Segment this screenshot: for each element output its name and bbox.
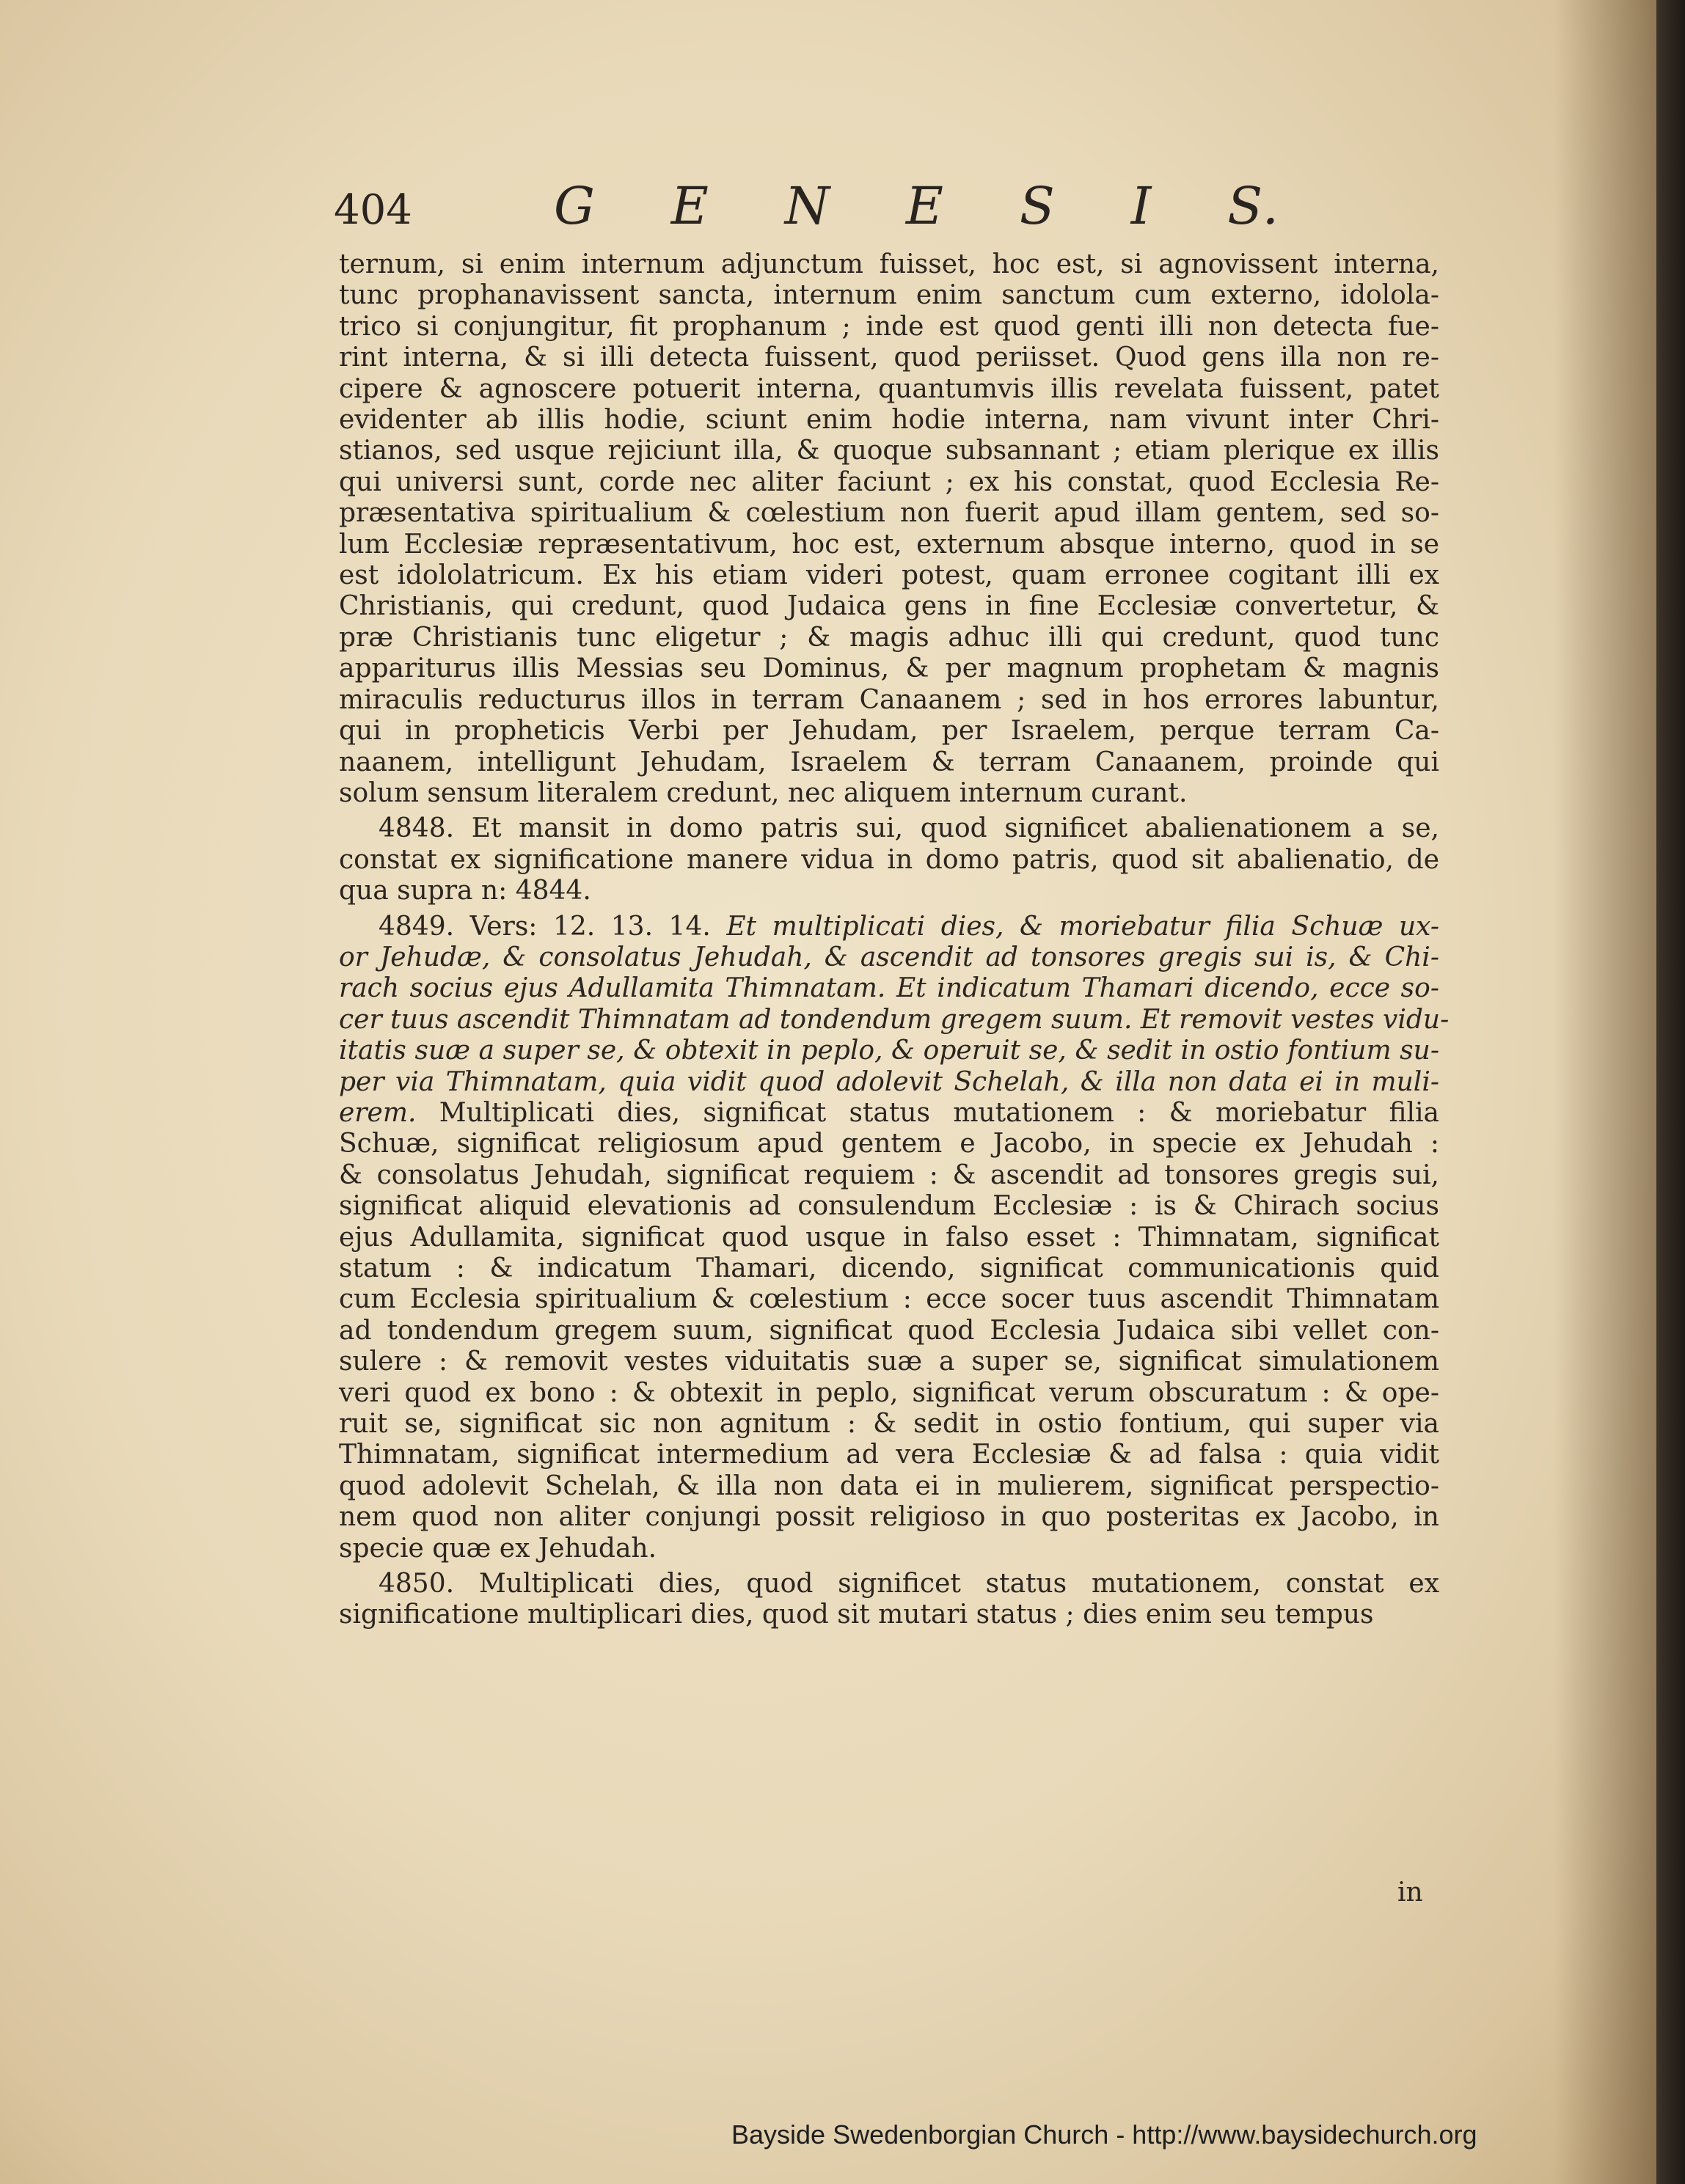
text-line: erem. Multiplicati dies, significat status mutationem : & moriebatur filia: [339, 1097, 1439, 1128]
text-line: ejus Adullamita, significat quod usque in falso esset : Thimnatam, significat: [339, 1222, 1439, 1253]
text-line: cer tuus ascendit Thimnatam ad tondendum gregem suum. Et removit vestes vidu-: [339, 1004, 1450, 1035]
running-head: [334, 176, 1280, 242]
text-line: Thimnatam, significat intermedium ad vera Ecclesiæ & ad falsa : quia vidit: [339, 1440, 1439, 1470]
text-line: præsentativa spiritualium & cœlestium non fuerit apud illam gentem, sed so-: [339, 498, 1439, 529]
paragraph: [339, 249, 1439, 809]
text-line: & consolatus Jehudah, significat requiem : & ascendit ad tonsores gregis sui,: [339, 1159, 1439, 1190]
text-line: 4848. Et mansit in domo patris sui, quod significet abalienationem a se,: [379, 813, 1439, 844]
text-line: lum Ecclesiæ repræsentativum, hoc est, externum absque interno, quod in se: [339, 529, 1439, 560]
text-line: est idololatricum. Ex his etiam videri potest, quam erronee cogitant illi ex: [339, 560, 1439, 591]
paragraph: [339, 911, 1450, 1565]
body-text: [339, 249, 1450, 1631]
text-line: 4849. Vers: 12. 13. 14. Et multiplicati dies, & moriebatur filia Schuæ ux-: [379, 911, 1440, 942]
text-line: evidenter ab illis hodie, sciunt enim hodie interna, nam vivunt inter Chri-: [339, 405, 1439, 436]
text-line: quod adolevit Schelah, & illa non data ei in mulierem, significat perspectio-: [339, 1470, 1439, 1501]
text-line: tunc prophanavissent sancta, internum enim sanctum cum externo, idolola-: [339, 280, 1439, 311]
title-letter: S: [1019, 176, 1056, 236]
text-line: significat aliquid elevationis ad consulendum Ecclesiæ : is & Chirach socius: [339, 1191, 1439, 1222]
catchword: in: [1397, 1877, 1423, 1908]
text-line: itatis suæ a super se, & obtexit in peplo, & operuit se, & sedit in ostio fontium su-: [339, 1036, 1439, 1066]
title-letter: N: [784, 176, 832, 236]
paragraph: [339, 1569, 1439, 1631]
text-line: or Jehudæ, & consolatus Jehudah, & ascendit ad tonsores gregis sui is, & Chi-: [339, 942, 1439, 972]
text-line: veri quod ex bono : & obtexit in peplo, significat verum obscuratum : & ope-: [339, 1377, 1439, 1408]
text-line: appariturus illis Messias seu Dominus, & per magnum prophetam & magnis: [339, 653, 1439, 684]
text-line: miraculis reducturus illos in terram Canaanem ; sed in hos errores labuntur,: [339, 684, 1439, 715]
text-line: rint interna, & si illi detecta fuissent, quod periisset. Quod gens illa non re-: [339, 342, 1439, 373]
text-line: cum Ecclesia spiritualium & cœlestium : ecce socer tuus ascendit Thimnatam: [339, 1284, 1439, 1315]
text-line: qua supra n: 4844.: [339, 876, 591, 906]
watermark-text: Bayside Swedenborgian Church - http://www.baysidechurch.org: [731, 2119, 1477, 2150]
title-letter: S.: [1227, 176, 1280, 236]
title-letter: E: [905, 176, 946, 236]
title-letter: G: [554, 176, 596, 236]
text-line: qui in propheticis Verbi per Jehudam, per Israelem, perque terram Ca-: [339, 716, 1439, 747]
text-line: rach socius ejus Adullamita Thimnatam. Et indicatum Thamari dicendo, ecce so-: [339, 973, 1439, 1004]
paragraph: [339, 813, 1439, 906]
text-line: significatione multiplicari dies, quod sit mutari status ; dies enim seu tempus: [339, 1599, 1374, 1630]
text-line: statum : & indicatum Thamari, dicendo, significat communicationis quid: [339, 1253, 1439, 1283]
text-line: specie quæ ex Jehudah.: [339, 1533, 657, 1564]
text-line: qui universi sunt, corde nec aliter faciunt ; ex his constat, quod Ecclesia Re-: [339, 466, 1439, 497]
text-line: naanem, intelligunt Jehudam, Israelem & terram Canaanem, proinde qui: [339, 747, 1439, 777]
book-gutter: [1656, 0, 1685, 2184]
text-line: Schuæ, significat religiosum apud gentem e Jacobo, in specie ex Jehudah :: [339, 1129, 1439, 1159]
text-line: sulere : & removit vestes viduitatis suæ a super se, significat simulationem: [339, 1346, 1439, 1377]
text-line: Christianis, qui credunt, quod Judaica gens in fine Ecclesiæ convertetur, &: [339, 591, 1439, 622]
text-line: per via Thimnatam, quia vidit quod adolevit Schelah, & illa non data ei in muli-: [339, 1066, 1439, 1097]
page-number: 404: [334, 186, 412, 234]
text-line: nem quod non aliter conjungi possit religioso in quo posteritas ex Jacobo, in: [339, 1502, 1439, 1533]
text-line: 4850. Multiplicati dies, quod significet status mutationem, constat ex: [379, 1569, 1439, 1599]
text-line: ternum, si enim internum adjunctum fuisset, hoc est, si agnovissent interna,: [339, 249, 1439, 279]
title-letter: E: [670, 176, 710, 236]
title-letter: I: [1130, 176, 1153, 236]
text-line: trico si conjungitur, fit prophanum ; inde est quod genti illi non detecta fue-: [339, 311, 1439, 342]
text-line: ad tondendum gregem suum, significat quod Ecclesia Judaica sibi vellet con-: [339, 1315, 1439, 1346]
text-line: cipere & agnoscere potuerit interna, quantumvis illis revelata fuissent, patet: [339, 373, 1439, 404]
text-line: stianos, sed usque rejiciunt illa, & quoque subsannant ; etiam plerique ex illis: [339, 436, 1439, 466]
text-line: ruit se, significat sic non agnitum : & sedit in ostio fontium, qui super via: [339, 1409, 1439, 1440]
text-line: solum sensum literalem credunt, nec aliquem internum curant.: [339, 777, 1188, 808]
text-line: constat ex significatione manere vidua in domo patris, quod sit abalienatio, de: [339, 844, 1439, 875]
text-line: præ Christianis tunc eligetur ; & magis adhuc illi qui credunt, quod tunc: [339, 622, 1439, 653]
running-title: [554, 176, 1280, 236]
